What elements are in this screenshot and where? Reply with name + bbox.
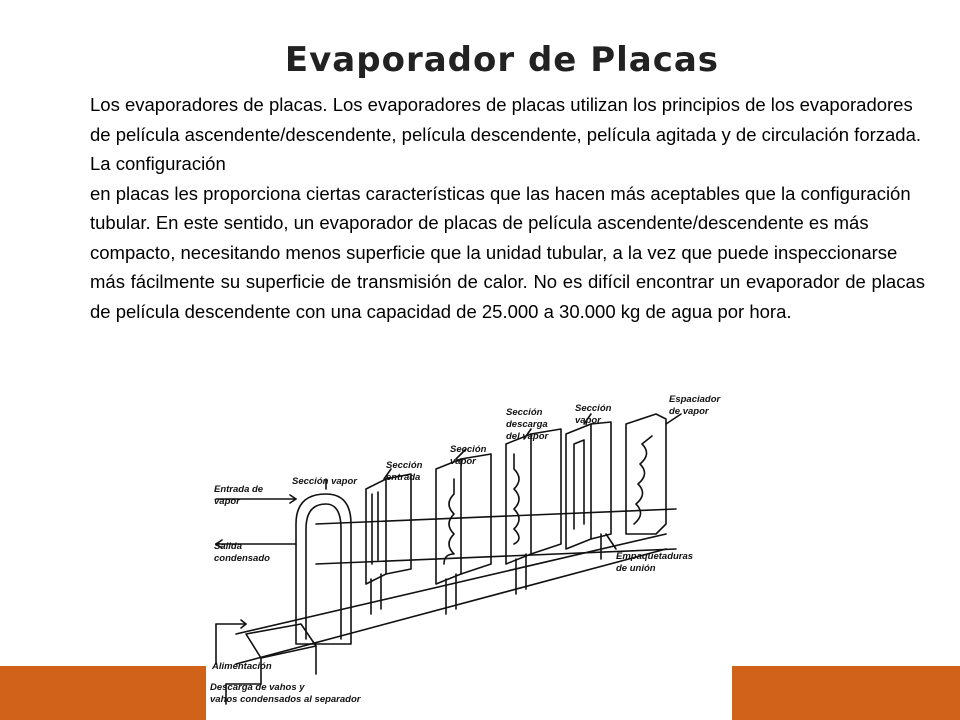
plate-evaporator-diagram xyxy=(206,384,732,720)
label-seccion-descarga-2: descarga xyxy=(506,419,548,430)
label-seccion-descarga-3: del vapor xyxy=(506,431,549,442)
paragraph-1: Los evaporadores de placas. Los evaporadores de placas utilizan los principios de los evaporadores de película ascendente/descendente, película descendente, película agitada y de circulación forzada. La configuración xyxy=(90,94,922,174)
end-frame xyxy=(296,494,351,644)
label-empaquetaduras-1: Empaquetaduras xyxy=(616,551,694,562)
label-entrada-vapor-2: vapor xyxy=(214,496,240,507)
label-seccion-entrada-2: entrada xyxy=(386,472,421,483)
label-seccion-vapor-a: Sección vapor xyxy=(292,476,357,487)
label-descarga-1: Descarga de vahos y xyxy=(210,682,305,693)
label-descarga-2: vahos condensados al separador xyxy=(210,694,361,705)
label-seccion-vapor-c-1: Sección xyxy=(575,403,612,414)
plate-5 xyxy=(626,414,666,534)
label-seccion-vapor-c-2: vapor xyxy=(575,415,601,426)
frame-rod-top xyxy=(316,509,676,524)
label-seccion-vapor-b-1: Sección xyxy=(450,444,487,455)
accent-bar-left xyxy=(0,666,206,720)
label-alimentacion: Alimentación xyxy=(212,661,272,672)
plate-1 xyxy=(366,479,386,584)
paragraph-3: más fácilmente su superficie de transmisión de calor. No es difícil encontrar un evaporador de placas de película descendente con una capacidad de 25.000 a 30.000 kg de agua por hora. xyxy=(90,271,925,322)
label-seccion-entrada-1: Sección xyxy=(386,460,423,471)
body-text xyxy=(90,90,925,326)
accent-bar-right xyxy=(732,666,960,720)
slide-title: Evaporador de Placas xyxy=(284,40,720,80)
label-entrada-vapor-1: Entrada de xyxy=(214,484,264,495)
label-espaciador-1: Espaciador xyxy=(669,394,721,405)
label-espaciador-2: de vapor xyxy=(669,406,709,417)
label-salida-condensado-2: condensado xyxy=(214,553,270,564)
label-seccion-vapor-b-2: vapor xyxy=(450,456,476,467)
label-empaquetaduras-2: de unión xyxy=(616,563,656,574)
label-seccion-descarga-1: Sección xyxy=(506,407,543,418)
label-salida-condensado-1: Salida xyxy=(214,541,242,552)
paragraph-2: en placas les proporciona ciertas características que las hacen más aceptables que la configuración tubular. En este sentido, un evaporador de placas de película ascendente/descendente es más compacto, necesitando menos superficie que la unidad tubular, a la vez que puede inspeccionarse xyxy=(90,182,911,263)
